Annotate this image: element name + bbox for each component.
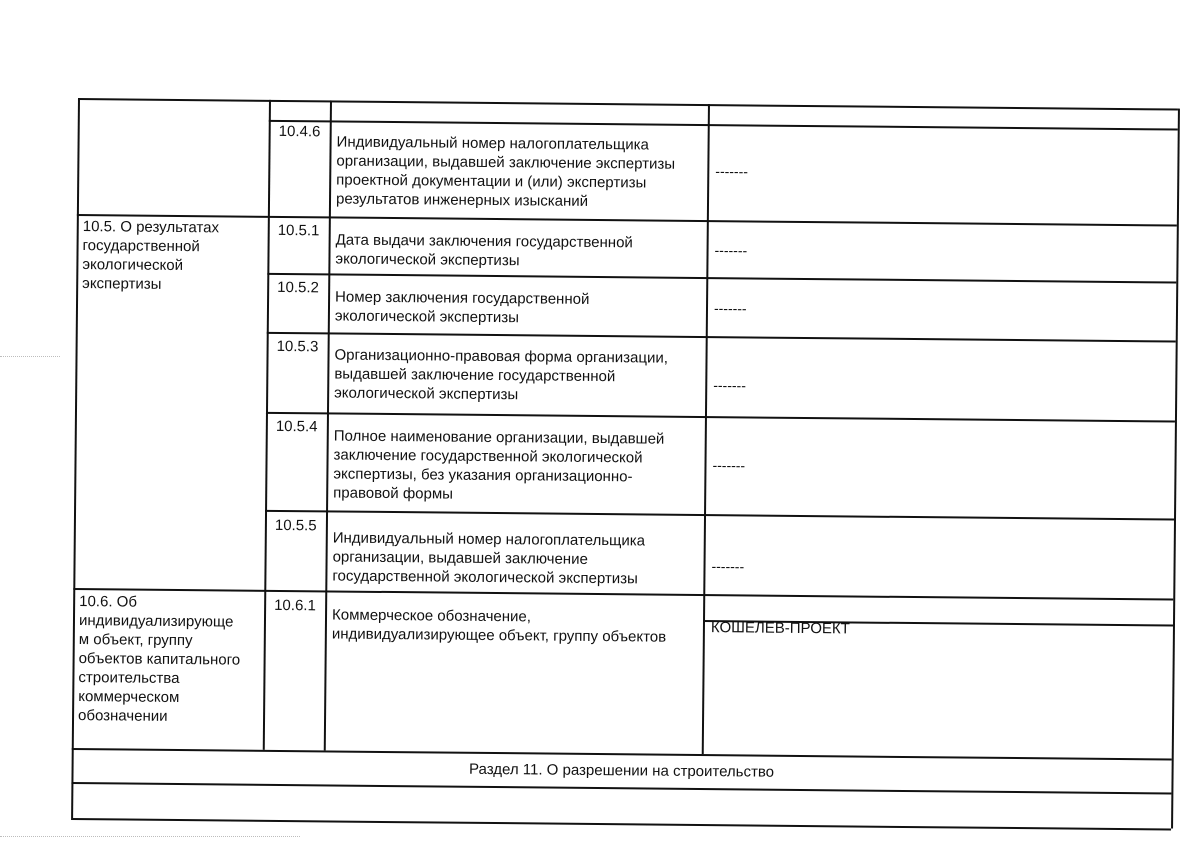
- item-number-10-5-1: 10.5.1: [277, 221, 320, 240]
- scan-artifact-bottom: [0, 836, 300, 838]
- item-value-10-6-1: КОШЕЛЕВ-ПРОЕКТ: [710, 619, 850, 638]
- row-divider-10-5-4: [266, 412, 1175, 422]
- item-value-10-5-2: -------: [713, 300, 747, 317]
- item-value-10-4-6: -------: [715, 163, 749, 180]
- section-label-10-5: 10.5. О результатах государственной экологической экспертизы: [82, 218, 220, 293]
- item-number-10-5-4: 10.5.4: [275, 417, 318, 436]
- item-value-10-5-5: -------: [711, 558, 745, 575]
- column-divider-section: [263, 100, 271, 750]
- item-text-10-6-1: Коммерческое обозначение, индивидуализирующее объект, группу объектов: [331, 606, 667, 646]
- item-number-10-5-2: 10.5.2: [277, 278, 319, 297]
- row-divider-10-5-3: [267, 332, 1176, 342]
- table-top-border: [78, 98, 1178, 110]
- item-number-10-6-1: 10.6.1: [274, 596, 316, 615]
- item-number-10-4-6: 10.4.6: [278, 122, 321, 141]
- item-text-10-5-1: Дата выдачи заключения государственной экологической экспертизы: [335, 231, 633, 270]
- scan-artifact-left: [0, 356, 60, 358]
- row-divider-10-5-2: [267, 273, 1176, 283]
- section-label-10-6: 10.6. Об индивидуализирующе м объект, группу объектов капитального строительства коммерческом обозначении: [77, 593, 241, 725]
- item-text-10-5-5: Индивидуальный номер налогоплательщика организации, выдавшей заключение государственной экологической экспертизы: [332, 529, 646, 588]
- item-number-10-5-5: 10.5.5: [274, 516, 317, 535]
- row-divider-10-5-5: [265, 510, 1174, 520]
- item-text-10-4-6: Индивидуальный номер налогоплательщика организации, выдавшей заключение экспертизы проектной документации и (или) экспертизы результатов инженерных изысканий: [335, 133, 676, 210]
- item-text-10-5-4: Полное наименование организации, выдавшей заключение государственной экологической экспертизы, без указания организационно- правовой формы: [333, 427, 665, 503]
- item-value-10-5-4: -------: [712, 457, 746, 474]
- item-value-10-5-1: -------: [714, 242, 748, 259]
- table-bottom-border: [71, 818, 1171, 830]
- item-text-10-5-3: Организационно-правовая форма организации, выдавшей заключение государственной экологической экспертизы: [334, 346, 669, 404]
- row-top-10-4-6: [269, 120, 1178, 130]
- table-right-border: [1171, 109, 1180, 829]
- registry-table: [71, 98, 1178, 829]
- item-number-10-5-3: 10.5.3: [276, 337, 319, 356]
- item-value-10-5-3: -------: [713, 377, 746, 394]
- item-text-10-5-2: Номер заключения государственной экологической экспертизы: [334, 288, 590, 327]
- section-11-heading: Раздел 11. О разрешении на строительство: [468, 760, 775, 781]
